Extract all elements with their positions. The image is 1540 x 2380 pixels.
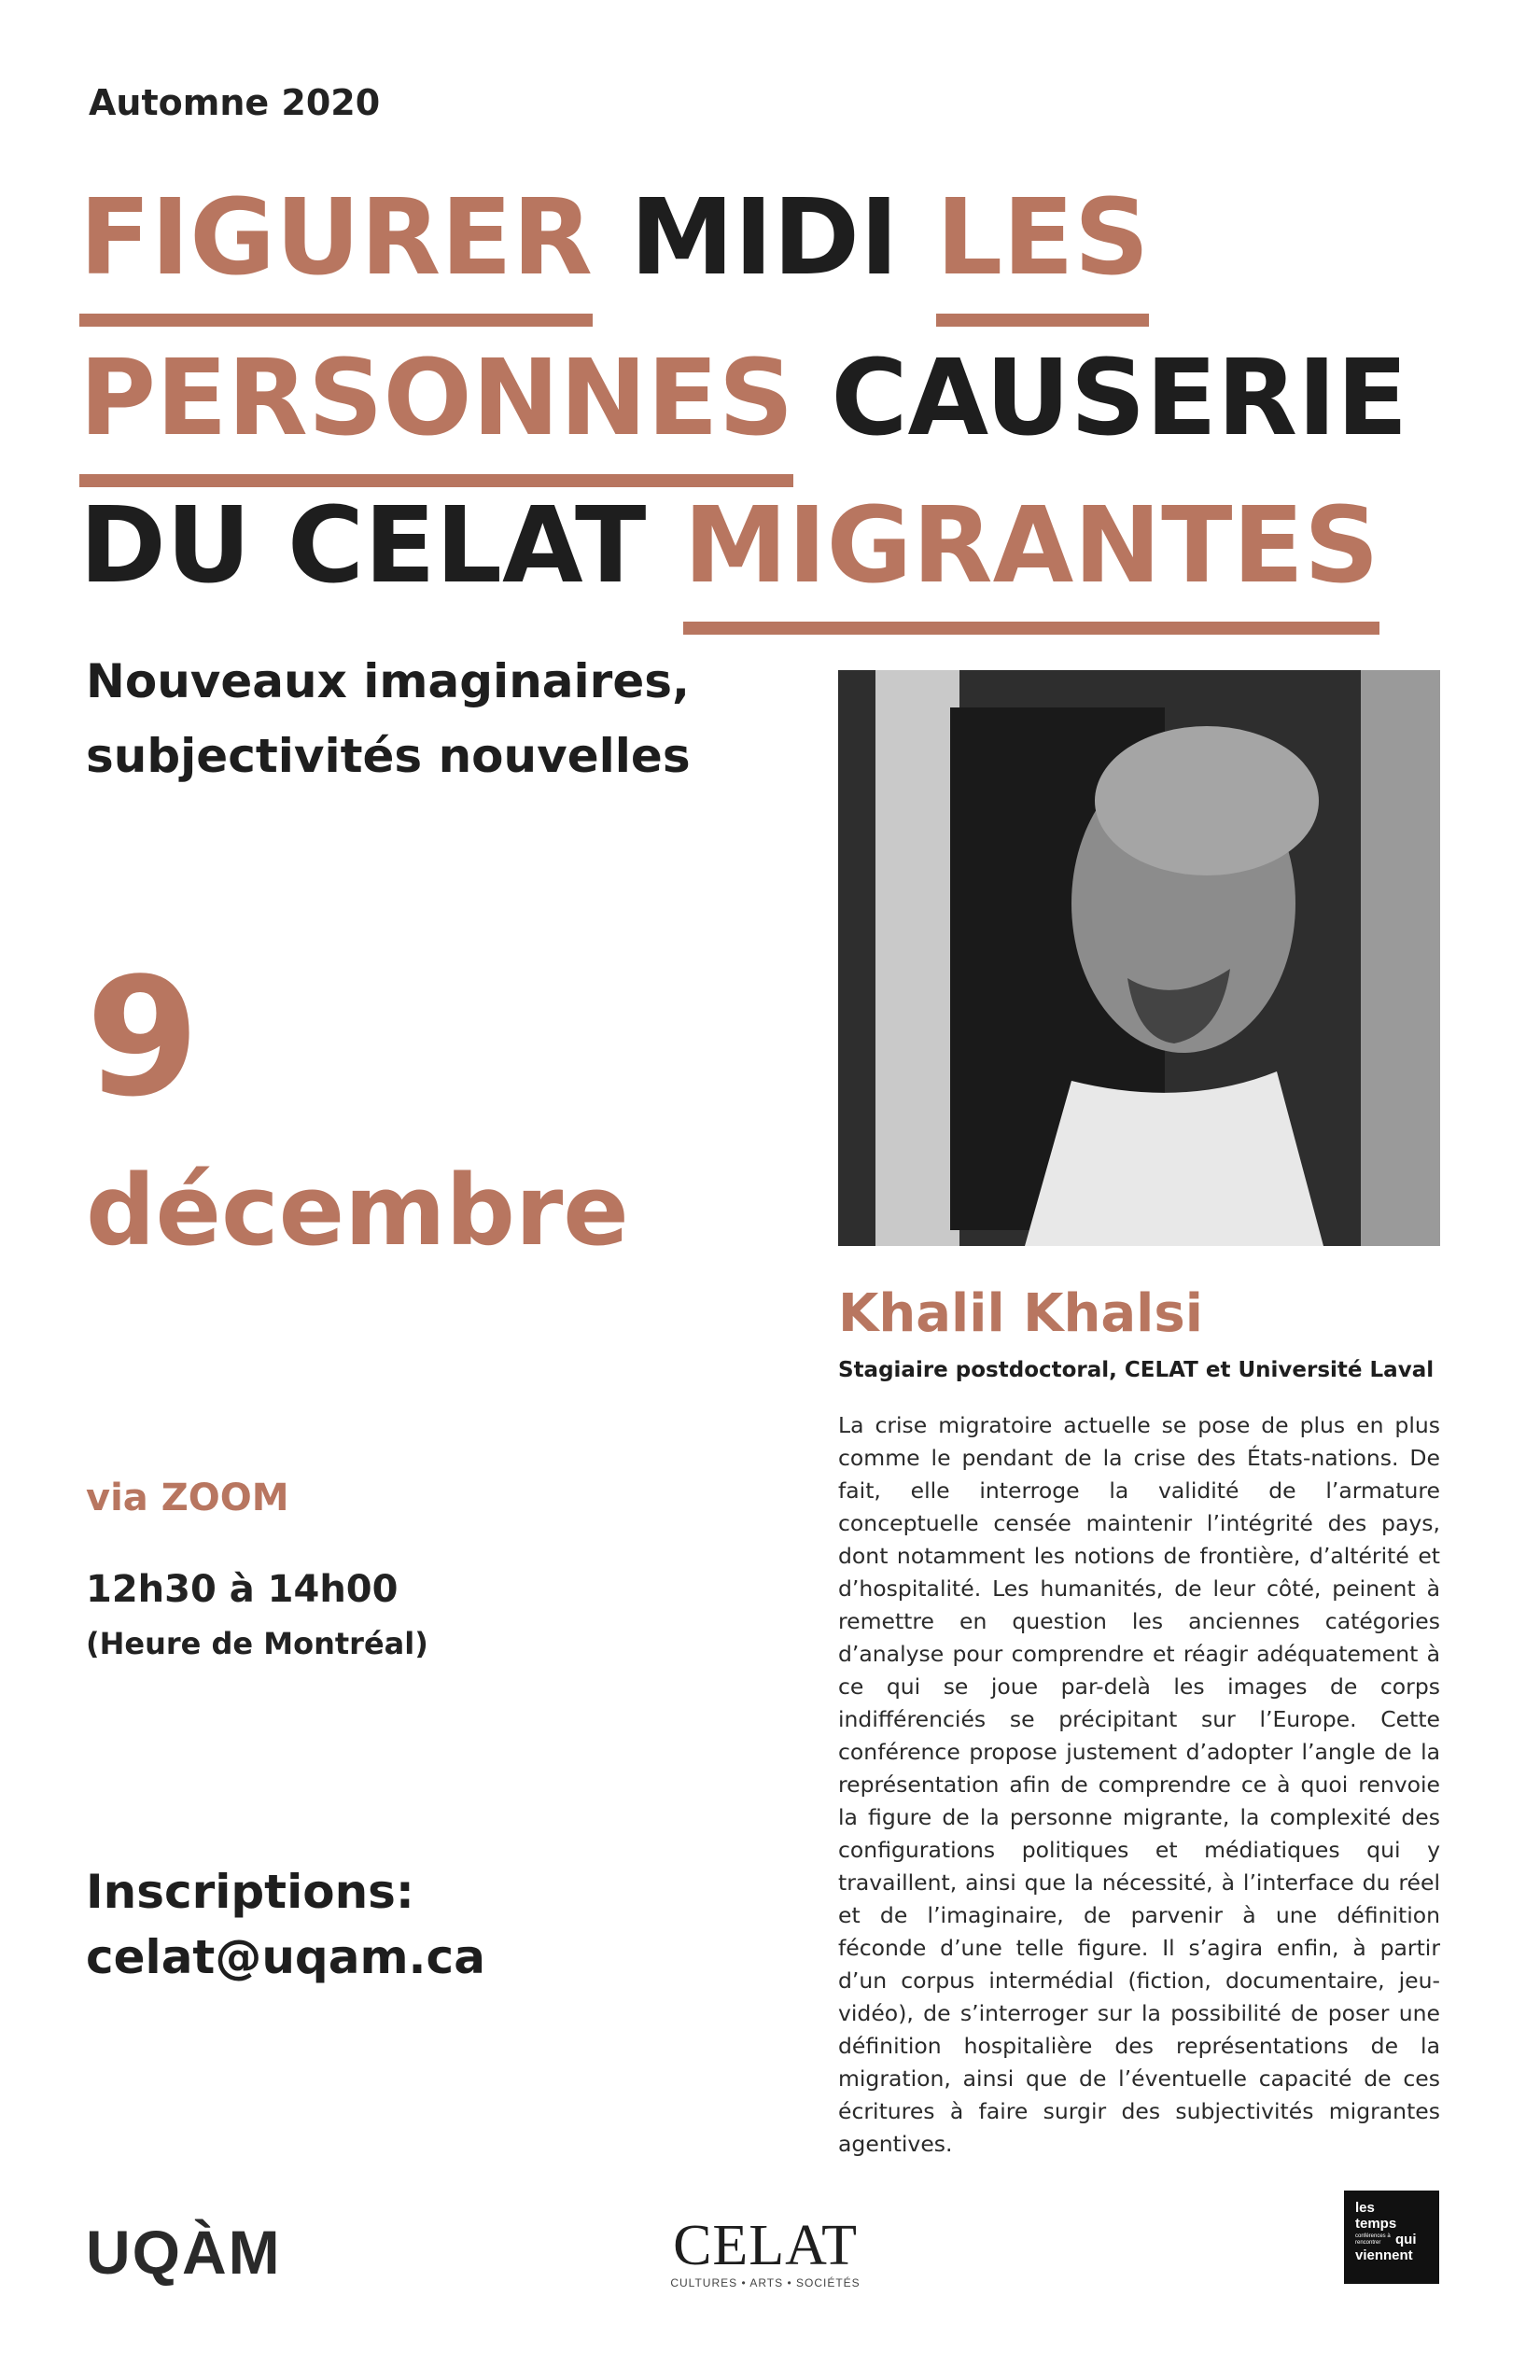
registration-label: Inscriptions: xyxy=(86,1865,414,1919)
speaker-name: Khalil Khalsi xyxy=(838,1283,1203,1344)
speaker-role: Stagiaire postdoctoral, CELAT et Université Laval xyxy=(838,1358,1435,1382)
registration-block xyxy=(86,1859,485,1990)
celat-tagline: CULTURES • ARTS • SOCIÉTÉS xyxy=(670,2276,861,2289)
title-line-2 xyxy=(79,338,1445,487)
ltqv-word: temps xyxy=(1355,2216,1397,2232)
title-word: DU CELAT xyxy=(79,485,647,607)
portrait-illustration xyxy=(838,670,1440,1246)
ltqv-word: qui xyxy=(1395,2232,1417,2247)
celat-wordmark: CELAT xyxy=(673,2214,858,2277)
title-word: PERSONNES xyxy=(79,338,793,487)
ltqv-word: viennent xyxy=(1355,2247,1413,2263)
subtitle-line-1: Nouveaux imaginaires, xyxy=(86,654,690,708)
subtitle-line-2: subjectivités nouvelles xyxy=(86,729,691,783)
event-time: 12h30 à 14h00 xyxy=(86,1568,399,1611)
registration-email[interactable]: celat@uqam.ca xyxy=(86,1930,485,1984)
venue-label: via ZOOM xyxy=(86,1477,289,1519)
date-month: décembre xyxy=(86,1154,629,1267)
abstract-text: La crise migratoire actuelle se pose de plus en plus comme le pendant de la crise des États-nations. De fait, elle interroge la validité de l’armature conceptuelle censée maintenir l’intégrité des pays, dont notamment les notions de frontière, d’altérité et d’hospitalité. Les humanités, de leur côté, peinent à remettre en question les anciennes catégories d’analyse pour comprendre et réagir adéquatement à ce qui se joue par-delà les images de corps indifférenciés se précipitant sur l’Europe. Cette conférence propose justement d’adopter l’angle de la représentation afin de comprendre ce à quoi renvoie la figure de la personne migrante, la complexité des configurations politiques et médiatiques qui y travaillent, ainsi que la nécessité, à l’interface du réel et de l’imaginaire, de parvenir à une définition féconde d’une telle figure. Il s’agira enfin, à partir d’un corpus intermédial (fiction, documentaire, jeu-vidéo), de s’interroger sur la possibilité de poser une définition hospitalière des représentations de la migration, ainsi que de l’éventuelle capacité de ces écritures à faire surgir des subjectivités migrantes agentives. xyxy=(838,1412,1440,2157)
title-word: CAUSERIE xyxy=(831,338,1408,459)
season-label: Automne 2020 xyxy=(89,82,381,123)
subtitle xyxy=(86,644,691,793)
title-word: MIDI xyxy=(630,177,899,299)
speaker-photo xyxy=(838,670,1440,1246)
uqam-logo: UQÀM xyxy=(86,2218,282,2287)
title-line-1 xyxy=(79,177,1186,327)
title-word: FIGURER xyxy=(79,177,593,327)
ltqv-word: les xyxy=(1355,2200,1375,2216)
celat-logo xyxy=(635,2214,896,2289)
ltqv-small-text: conférences à rencontrer xyxy=(1355,2233,1391,2246)
title-line-3 xyxy=(79,485,1417,635)
title-word: LES xyxy=(936,177,1150,327)
timezone-note: (Heure de Montréal) xyxy=(86,1626,428,1661)
les-temps-qui-viennent-logo xyxy=(1344,2191,1439,2284)
ltqv-row xyxy=(1355,2232,1428,2247)
title-word: MIGRANTES xyxy=(683,485,1379,635)
date-day: 9 xyxy=(86,944,200,1133)
